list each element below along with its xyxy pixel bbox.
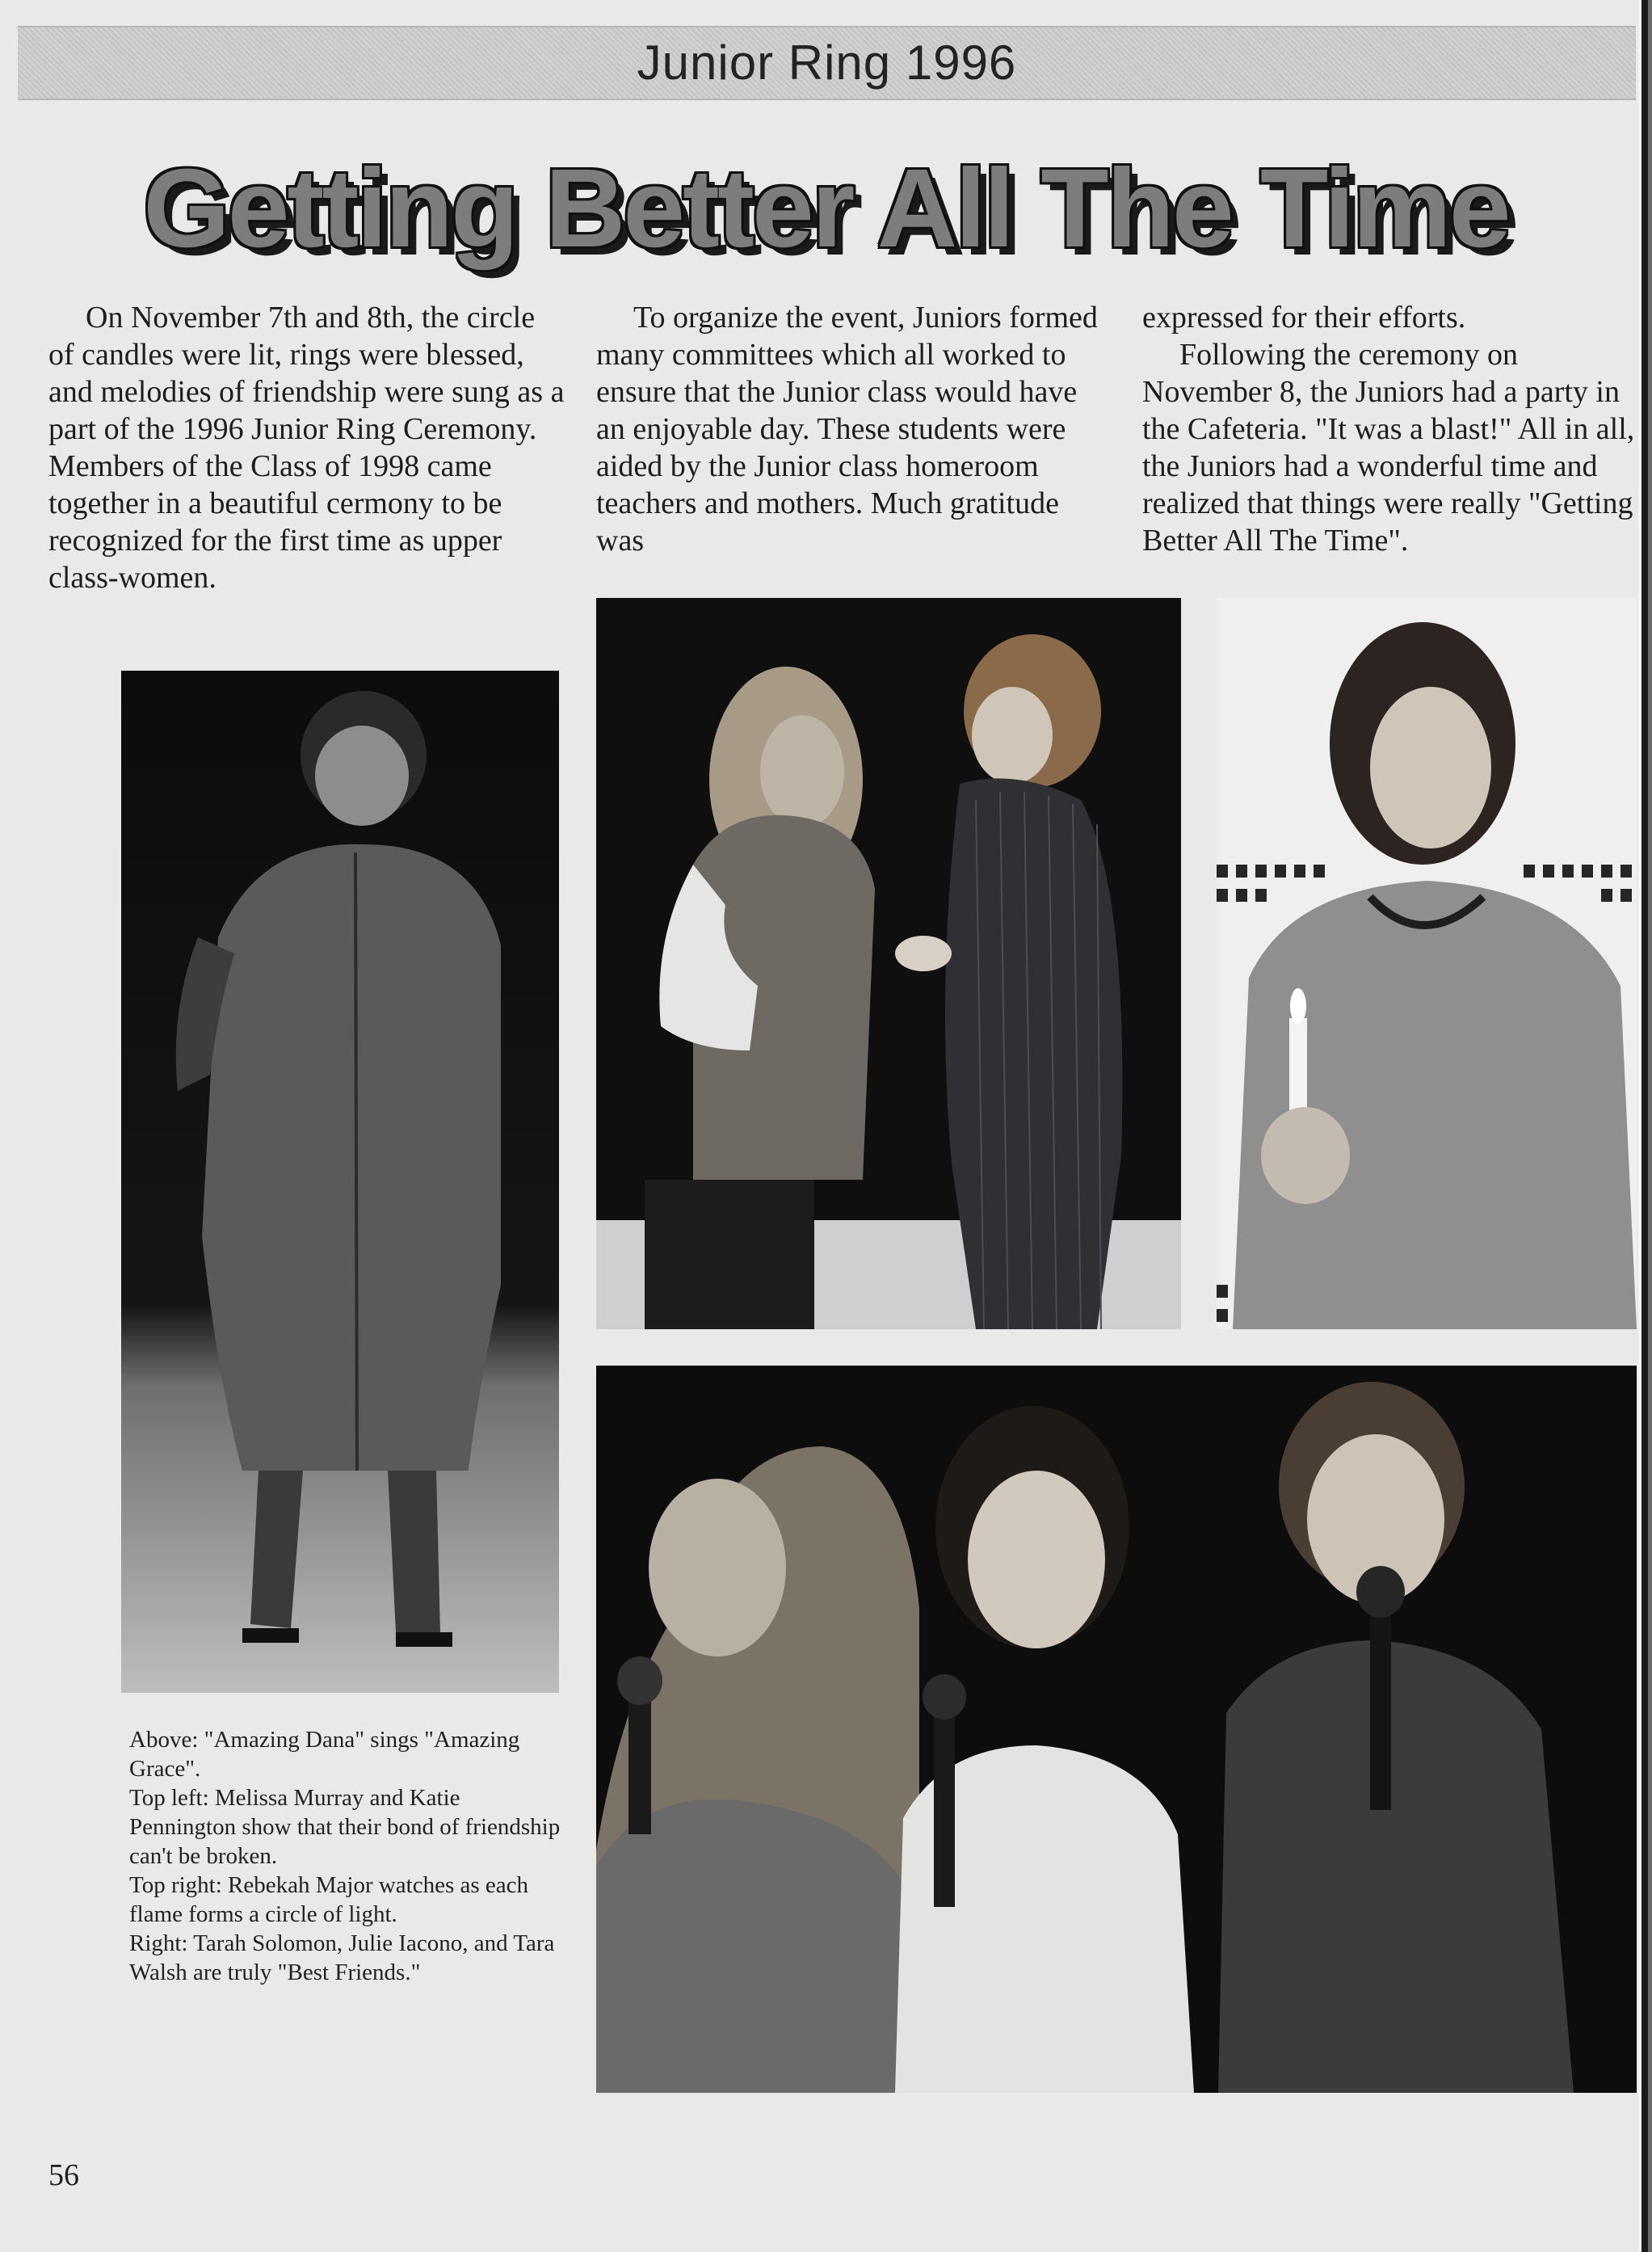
- page-spine-edge: [1638, 0, 1652, 2252]
- article-column-3: [1142, 299, 1643, 559]
- section-header-band: [18, 26, 1636, 100]
- article-paragraph-1: On November 7th and 8th, the circle of candles were lit, rings were blessed, and melodies of friendship were sung as a part of the 1996 Junior Ring Ceremony. Members of the Class of 1998 came together in a beautiful cermony to be recognized for the first time as upper class-women.: [48, 301, 565, 595]
- photo-captions: [129, 1725, 565, 1987]
- page-number: 56: [48, 2158, 79, 2192]
- article-paragraph-3: Following the ceremony on November 8, the Juniors had a party in the Cafeteria. "It was a blast!" All in all, the Juniors had a wonderful time and realized that things were really "Getting Better All The Time".: [1142, 338, 1635, 558]
- caption-right: Right: Tarah Solomon, Julie Iacono, and Tara Walsh are truly "Best Friends.": [129, 1930, 555, 1985]
- article-paragraph-2: To organize the event, Juniors formed many committees which all worked to ensure that the Junior class would have an enjoyable day. These students were aided by the Junior class homeroom teachers and mothers. Much gratitude was: [596, 301, 1098, 558]
- caption-top-right: Top right: Rebekah Major watches as each flame forms a circle of light.: [129, 1872, 529, 1927]
- photo-candle-light: [1217, 598, 1637, 1329]
- photo-best-friends: [596, 1366, 1637, 2093]
- article-column-1: [48, 299, 565, 596]
- caption-above: Above: "Amazing Dana" sings "Amazing Grace".: [129, 1727, 520, 1782]
- section-header-title: Junior Ring 1996: [637, 36, 1017, 90]
- caption-top-left: Top left: Melissa Murray and Katie Pennington show that their bond of friendship can't be broken.: [129, 1785, 561, 1869]
- photo-amazing-dana: [121, 671, 559, 1693]
- photo-ring-exchange: [596, 598, 1181, 1329]
- article-continuation: expressed for their efforts.: [1142, 301, 1466, 335]
- headline: Getting Better All The Time: [143, 146, 1509, 271]
- article-column-2: [596, 299, 1113, 559]
